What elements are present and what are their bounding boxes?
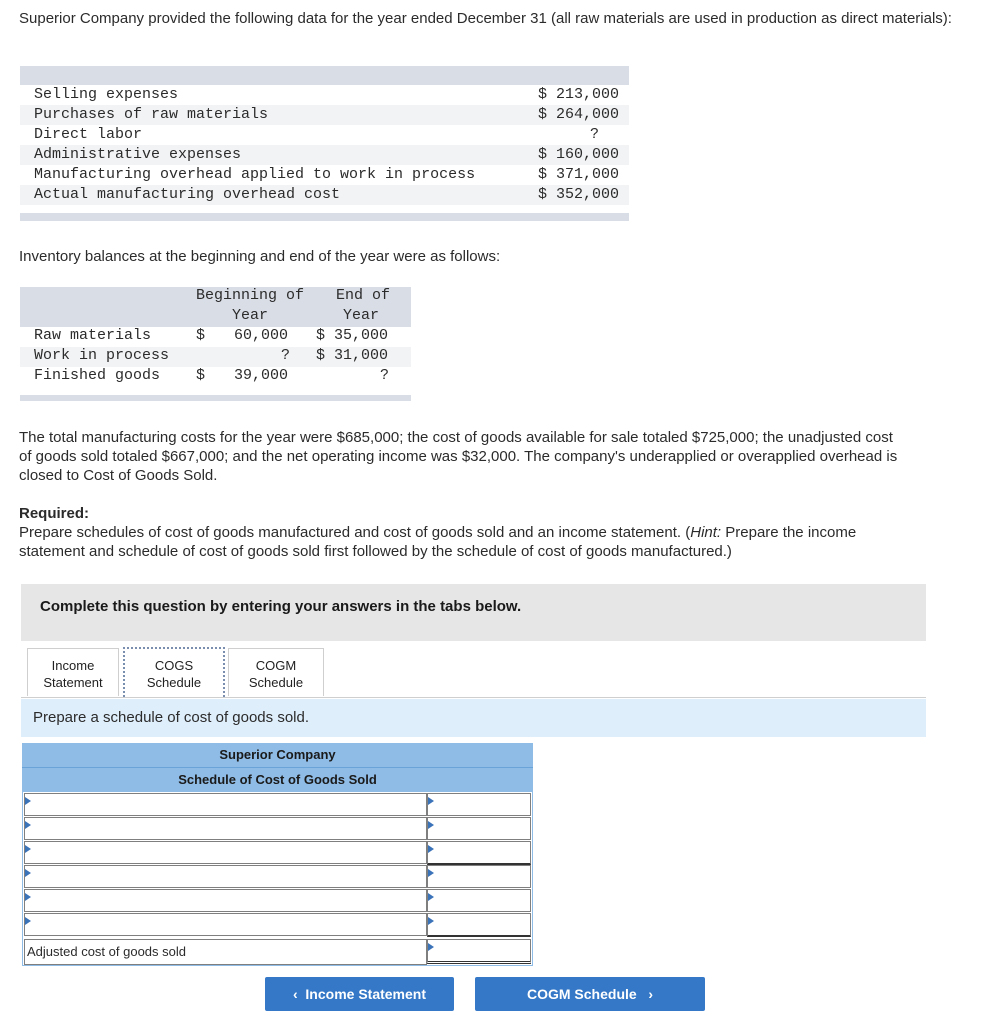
schedule-row-amount-input[interactable] [427, 841, 531, 865]
adjusted-cogs-label-cell [24, 939, 427, 965]
prev-income-statement-button[interactable] [265, 977, 454, 1011]
schedule-row-label-input[interactable] [24, 841, 427, 864]
schedule-row-amount-input[interactable] [427, 817, 531, 840]
schedule-company: Superior Company [22, 743, 533, 767]
schedule-row-amount-input[interactable] [427, 913, 531, 937]
chevron-right-icon: › [648, 986, 654, 1002]
totals-paragraph [19, 428, 1003, 485]
inventory-beginning: 39,000 [234, 367, 289, 384]
inventory-end: $ 31,000 [316, 347, 389, 364]
tab-income-statement[interactable] [27, 648, 119, 696]
inventory-end: $ 35,000 [316, 327, 389, 344]
dropdown-arrow-icon [428, 917, 434, 925]
schedule-row-label-input[interactable] [24, 865, 427, 888]
tab-label: COGM [255, 658, 297, 673]
table-row-value: ? [589, 126, 599, 143]
table-row-label: Selling expenses [34, 86, 179, 103]
tab-label: Income [51, 658, 95, 673]
inventory-beginning: 60,000 [234, 327, 289, 344]
intro-text: Superior Company provided the following data for the year ended December 31 (all raw materials are used in production as direct materials): [19, 10, 952, 27]
table-row-value: $ 352,000 [537, 186, 619, 203]
col-beginning-line1: Beginning of [196, 287, 305, 304]
dropdown-arrow-icon [428, 943, 434, 951]
next-button-label: COGM Schedule [526, 986, 637, 1002]
totals-line: of goods sold totaled $667,000; and the net operating income was $32,000. The company's underapplied or overapplied overhead is [19, 448, 898, 465]
totals-line: The total manufacturing costs for the year were $685,000; the cost of goods available for sale totaled $725,000; the unadjusted cost [19, 429, 893, 446]
tab-label: Statement [43, 675, 103, 690]
table-row-label: Actual manufacturing overhead cost [34, 186, 341, 203]
col-end-line1: End of [336, 287, 391, 304]
cogs-schedule-table [22, 743, 533, 966]
adjusted-cogs-amount-input[interactable] [427, 939, 531, 964]
table-row-label: Direct labor [34, 126, 143, 143]
schedule-row-amount-input[interactable] [427, 889, 531, 912]
table-header-bar [20, 66, 629, 85]
tab-cogs-schedule[interactable] [123, 647, 225, 697]
inventory-row-label: Raw materials [34, 327, 152, 344]
dropdown-arrow-icon [25, 845, 31, 853]
panel-header-text: Complete this question by entering your answers in the tabs below. [40, 598, 522, 615]
required-text: statement and schedule of cost of goods sold first followed by the schedule of cost of goods manufactured.) [19, 543, 732, 560]
cost-data-table [20, 66, 629, 221]
required-hint: Hint: [690, 524, 722, 541]
dropdown-arrow-icon [25, 893, 31, 901]
table-row-label: Purchases of raw materials [34, 106, 269, 123]
schedule-row-label-input[interactable] [24, 913, 427, 936]
table-row-label: Administrative expenses [34, 146, 242, 163]
col-beginning-line2: Year [232, 307, 269, 324]
dropdown-arrow-icon [428, 869, 434, 877]
instruction-bar [21, 699, 926, 737]
table-row-value: $ 371,000 [537, 166, 619, 183]
tab-label: COGS [154, 658, 194, 673]
inventory-currency: $ [196, 327, 206, 344]
table-row-value: $ 213,000 [537, 86, 619, 103]
tab-label: Schedule [146, 675, 202, 690]
inventory-intro: Inventory balances at the beginning and end of the year were as follows: [19, 248, 501, 265]
schedule-row-label-input[interactable] [24, 889, 427, 912]
dropdown-arrow-icon [428, 797, 434, 805]
required-section [19, 504, 994, 561]
dropdown-arrow-icon [428, 821, 434, 829]
schedule-row-label-input[interactable] [24, 817, 427, 840]
table-row-value: $ 160,000 [537, 146, 619, 163]
dropdown-arrow-icon [25, 917, 31, 925]
prev-button-label: Income Statement [305, 986, 427, 1002]
tab-cogm-schedule[interactable] [228, 648, 324, 696]
required-label: Required: [19, 505, 90, 522]
schedule-row-amount-input[interactable] [427, 865, 531, 888]
required-text: Prepare the income [721, 524, 857, 541]
schedule-row-label-input[interactable] [24, 793, 427, 816]
totals-line: closed to Cost of Goods Sold. [19, 467, 218, 484]
dropdown-arrow-icon [25, 797, 31, 805]
inventory-currency: $ [196, 367, 206, 384]
schedule-title: Schedule of Cost of Goods Sold [22, 767, 533, 792]
inventory-end: ? [380, 367, 390, 384]
table-row-label: Manufacturing overhead applied to work in process [34, 166, 476, 183]
inventory-beginning: ? [281, 347, 291, 364]
inventory-row-label: Finished goods [34, 367, 161, 384]
inventory-row-label: Work in process [34, 347, 170, 364]
col-end-line2: Year [343, 307, 380, 324]
tab-label: Schedule [248, 675, 304, 690]
instruction-text: Prepare a schedule of cost of goods sold. [33, 709, 310, 726]
schedule-row-amount-input[interactable] [427, 793, 531, 816]
table-row-value: $ 264,000 [537, 106, 619, 123]
next-cogm-schedule-button[interactable] [475, 977, 705, 1011]
dropdown-arrow-icon [25, 821, 31, 829]
required-text: Prepare schedules of cost of goods manufactured and cost of goods sold and an income statement. ( [19, 524, 691, 541]
dropdown-arrow-icon [428, 845, 434, 853]
question-panel-header [21, 584, 926, 641]
inventory-table [20, 287, 411, 401]
chevron-left-icon: ‹ [292, 986, 298, 1002]
adjusted-cogs-label: Adjusted cost of goods sold [27, 944, 186, 959]
dropdown-arrow-icon [428, 893, 434, 901]
dropdown-arrow-icon [25, 869, 31, 877]
